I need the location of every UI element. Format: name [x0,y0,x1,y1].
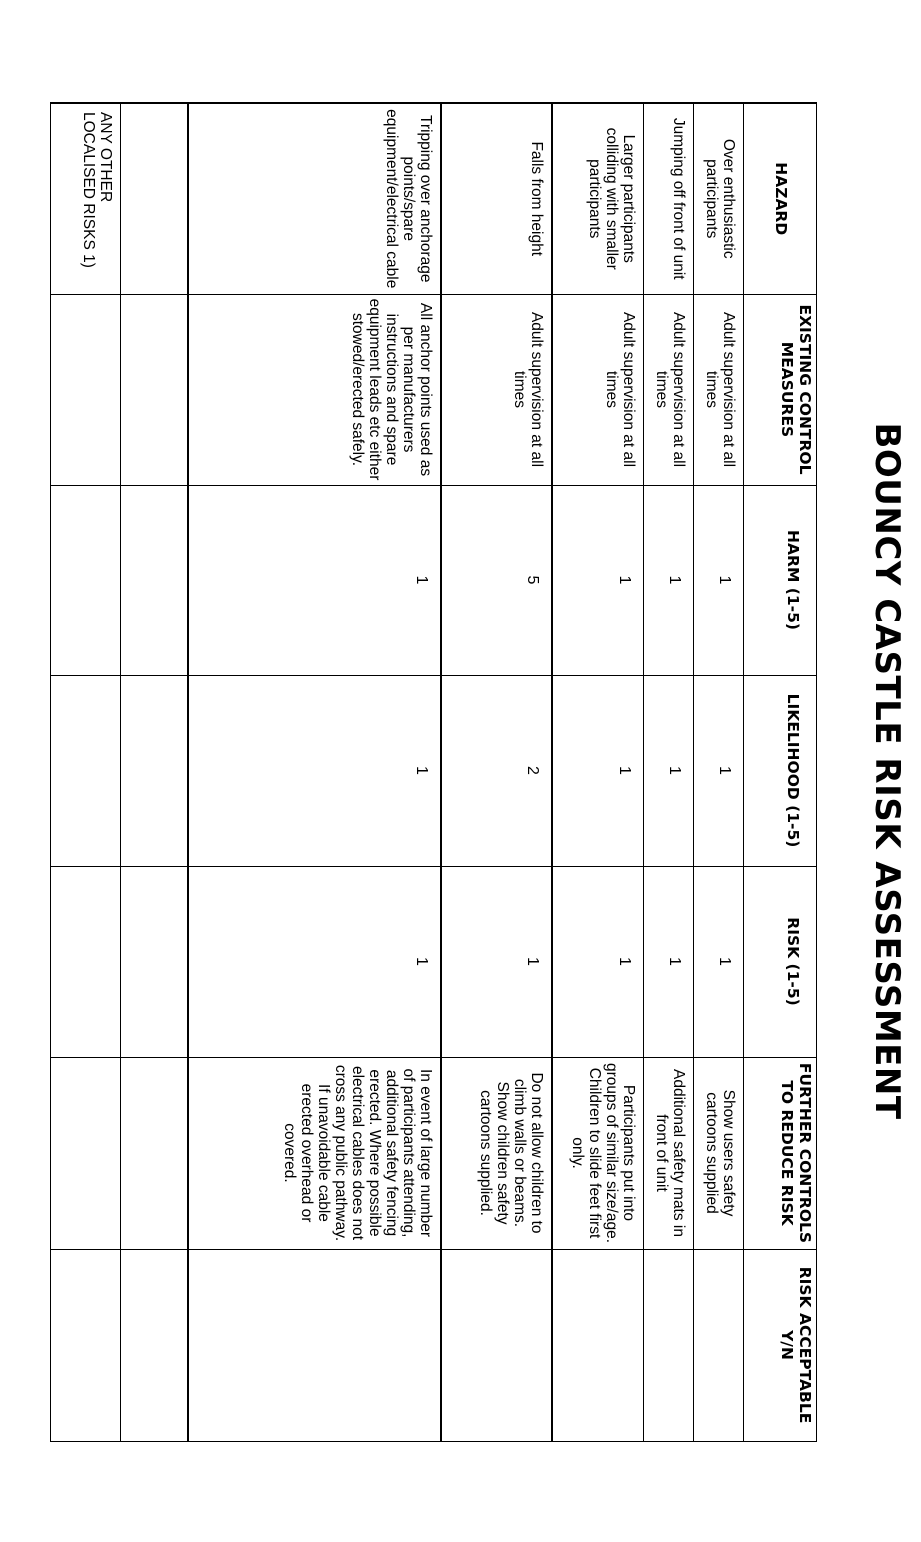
header-hazard: HAZARD [744,103,817,294]
table-row [694,103,744,1441]
cell-risk: 1 [644,866,694,1057]
table-row [51,103,121,1441]
cell-likelihood: 1 [694,675,744,866]
table-row [442,103,553,1441]
cell-hazard: Over enthusiastic participants [694,103,744,294]
cell-further-controls: Do not allow children to climb walls or beams. Show children safety cartoons supplied. [442,1057,553,1249]
cell-likelihood [121,675,189,866]
cell-risk-acceptable [694,1249,744,1441]
cell-likelihood: 1 [553,675,644,866]
cell-hazard [121,103,189,294]
risk-assessment-table [50,102,817,1442]
cell-likelihood: 2 [442,675,553,866]
cell-likelihood [51,675,121,866]
header-harm: HARM (1-5) [744,485,817,675]
cell-risk-acceptable [121,1249,189,1441]
cell-harm: 1 [189,485,442,675]
table-row [189,103,442,1441]
cell-hazard: Larger participants colliding with smaller participants [553,103,644,294]
cell-existing-control [121,294,189,485]
cell-existing-control [51,294,121,485]
cell-further-controls [51,1057,121,1249]
header-row [744,103,817,1441]
cell-risk: 1 [553,866,644,1057]
table-row [644,103,694,1441]
table-row [553,103,644,1441]
cell-hazard: Falls from height [442,103,553,294]
cell-existing-control: Adult supervision at all times [644,294,694,485]
cell-risk-acceptable [644,1249,694,1441]
header-risk-acceptable: RISK ACCEPTABLE Y/N [744,1249,817,1441]
header-further-controls: FURTHER CONTROLS TO REDUCE RISK [744,1057,817,1249]
table-row [121,103,189,1441]
header-existing-control-measures: EXISTING CONTROL MEASURES [744,294,817,485]
cell-harm: 1 [694,485,744,675]
cell-risk: 1 [442,866,553,1057]
cell-likelihood: 1 [189,675,442,866]
cell-further-controls: Additional safety mats in front of unit [644,1057,694,1249]
document-title: BOUNCY CASTLE RISK ASSESSMENT [867,422,907,1120]
cell-further-controls: Participants put into groups of similar size/age. Children to slide feet first only. [553,1057,644,1249]
cell-risk: 1 [189,866,442,1057]
cell-risk-acceptable [442,1249,553,1441]
cell-hazard: Jumping off front of unit [644,103,694,294]
cell-existing-control: Adult supervision at all times [553,294,644,485]
cell-further-controls [121,1057,189,1249]
cell-existing-control: Adult supervision at all times [694,294,744,485]
cell-likelihood: 1 [644,675,694,866]
header-risk: RISK (1-5) [744,866,817,1057]
cell-harm [51,485,121,675]
cell-risk: 1 [694,866,744,1057]
cell-harm: 1 [553,485,644,675]
cell-existing-control: Adult supervision at all times [442,294,553,485]
cell-further-controls: In event of large number of participants attending, additional safety fencing erected. Where possible electrical cables does not cross any public pathway. If unavoidable cable erected overhead or covered. [189,1057,442,1249]
header-likelihood: LIKELIHOOD (1-5) [744,675,817,866]
cell-harm [121,485,189,675]
cell-hazard: Tripping over anchorage points/spare equipment/electrical cable [189,103,442,294]
cell-existing-control: All anchor points used as per manufacturers instructions and spare equipment leads etc either stowed/erected safely. [189,294,442,485]
cell-further-controls: Show users safety cartoons supplied [694,1057,744,1249]
cell-hazard: ANY OTHER LOCALISED RISKS 1) [51,103,121,294]
cell-harm: 5 [442,485,553,675]
cell-risk [51,866,121,1057]
cell-harm: 1 [644,485,694,675]
cell-risk [121,866,189,1057]
cell-risk-acceptable [553,1249,644,1441]
cell-risk-acceptable [51,1249,121,1441]
cell-risk-acceptable [189,1249,442,1441]
